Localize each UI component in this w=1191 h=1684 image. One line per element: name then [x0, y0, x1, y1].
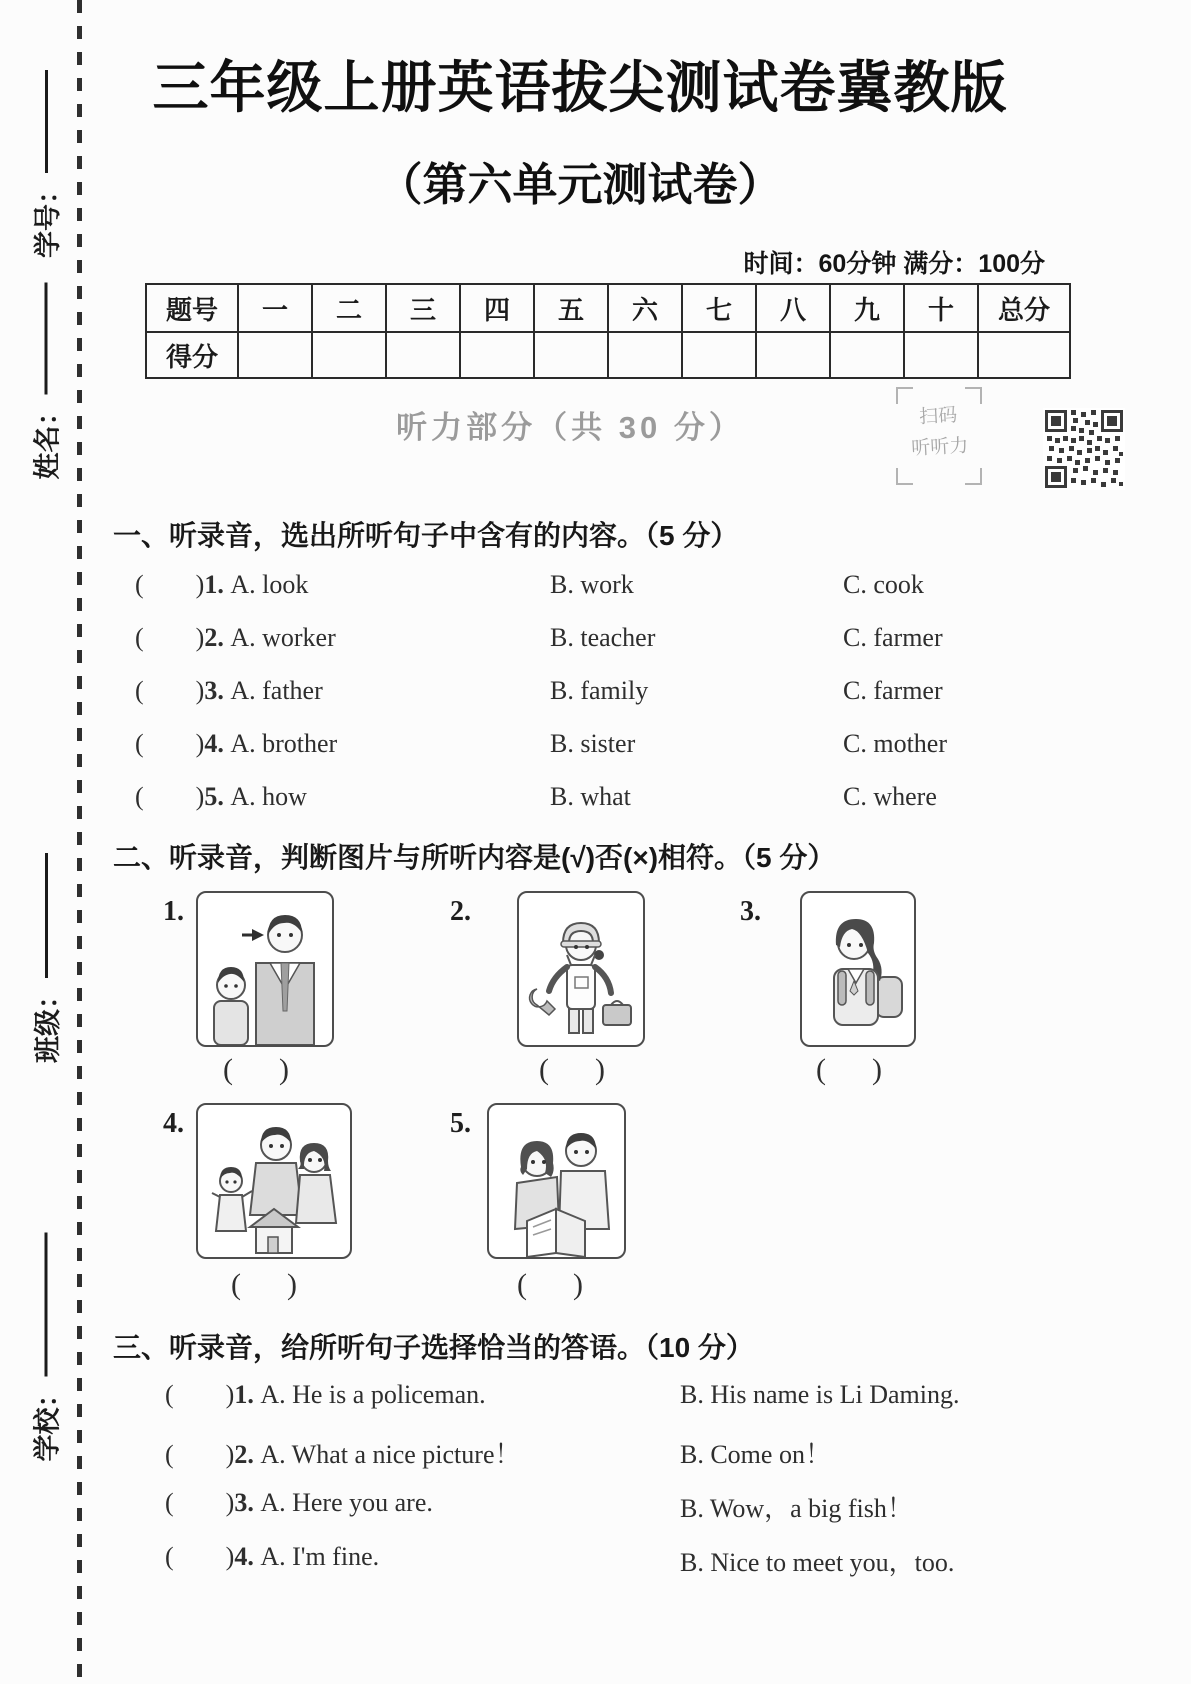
score-cell — [386, 332, 460, 378]
s1-item2-optB: B. teacher — [550, 623, 656, 652]
s1-item4-optC: C. mother — [843, 729, 947, 758]
s1-item4-optA: ( )4. A. brother — [135, 729, 338, 758]
score-header-cell: 二 — [312, 284, 386, 332]
score-table-header-row — [146, 284, 1070, 332]
score-cell — [608, 332, 682, 378]
s3-item3-optA: ( )3. A. Here you are. — [165, 1488, 433, 1517]
score-cell — [830, 332, 904, 378]
score-header-cell: 七 — [682, 284, 756, 332]
school-label: 学校： — [32, 1380, 62, 1462]
s2-item2-number: 2. — [450, 896, 471, 927]
s1-item2-optC: C. farmer — [843, 623, 943, 652]
score-cell — [756, 332, 830, 378]
score-table — [145, 283, 1071, 379]
corner-bracket-icon — [965, 468, 982, 485]
time-score-info: 时间：60分钟 满分：100分 — [743, 250, 1045, 278]
score-header-cell: 八 — [756, 284, 830, 332]
student-name-field — [25, 283, 65, 480]
s2-item1-number: 1. — [163, 896, 184, 927]
score-header-cell: 一 — [238, 284, 312, 332]
school-blank-line — [42, 1233, 47, 1377]
s2-item5-number: 5. — [450, 1108, 471, 1139]
score-header-cell: 题号 — [146, 284, 238, 332]
score-cell — [904, 332, 978, 378]
score-cell — [534, 332, 608, 378]
s3-item2-optA: ( )2. A. What a nice picture！ — [165, 1440, 521, 1469]
picture-father-and-son — [196, 891, 334, 1047]
page-subtitle: （第六单元测试卷） — [377, 159, 783, 210]
s1-item1-optC: C. cook — [843, 570, 924, 599]
student-id-blank-line — [43, 70, 48, 173]
section2-title: 二、听录音，判断图片与所听内容是(√)否(×)相符。（5 分） — [113, 842, 836, 873]
student-name-label: 姓名： — [32, 398, 62, 480]
section3-title: 三、听录音，给所听句子选择恰当的答语。（10 分） — [113, 1332, 754, 1363]
s1-item4-optB: B. sister — [550, 729, 636, 758]
score-cell — [312, 332, 386, 378]
s3-item4-optA: ( )4. A. I'm fine. — [165, 1542, 380, 1571]
class-label: 班级： — [32, 982, 63, 1063]
class-field — [25, 853, 65, 1063]
score-header-cell: 五 — [534, 284, 608, 332]
student-id-label: 学号： — [32, 177, 63, 258]
score-header-cell: 总分 — [978, 284, 1070, 332]
s3-item3-optB: B. Wow，a big fish！ — [680, 1494, 913, 1523]
scan-to-listen-box — [896, 387, 982, 485]
s3-item1-optA: ( )1. A. He is a policeman. — [165, 1380, 486, 1409]
s1-item5-optA: ( )5. A. how — [135, 782, 307, 811]
score-row-label: 得分 — [146, 332, 238, 378]
school-field — [25, 1233, 65, 1462]
score-cell — [238, 332, 312, 378]
s1-item3-optC: C. farmer — [843, 676, 943, 705]
section1-title: 一、听录音，选出所听句子中含有的内容。（5 分） — [113, 520, 739, 551]
score-header-cell: 十 — [904, 284, 978, 332]
s3-item1-optB: B. His name is Li Daming. — [680, 1380, 960, 1409]
s1-item2-optA: ( )2. A. worker — [135, 623, 336, 652]
s1-item5-optC: C. where — [843, 782, 937, 811]
s1-item3-optB: B. family — [550, 676, 649, 705]
score-cell — [682, 332, 756, 378]
class-blank-line — [43, 853, 48, 978]
s2-item2-answer-bracket: ( ) — [539, 1053, 605, 1086]
student-name-blank-line — [42, 283, 47, 395]
s2-item1-answer-bracket: ( ) — [223, 1053, 289, 1086]
s2-item4-answer-bracket: ( ) — [231, 1268, 297, 1301]
page-title: 三年级上册英语拔尖测试卷冀教版 — [152, 56, 1008, 119]
score-header-cell: 三 — [386, 284, 460, 332]
s2-item4-number: 4. — [163, 1108, 184, 1139]
score-header-cell: 九 — [830, 284, 904, 332]
s2-item3-number: 3. — [740, 896, 761, 927]
score-header-cell: 六 — [608, 284, 682, 332]
s3-item2-optB: B. Come on！ — [680, 1440, 831, 1469]
listening-part-header: 听力部分（共 30 分） — [396, 410, 744, 445]
scan-label-line1: 扫码 — [918, 405, 958, 429]
s1-item1-optA: ( )1. A. look — [135, 570, 309, 599]
scan-label-line2: 听听力 — [910, 435, 969, 460]
s2-item3-answer-bracket: ( ) — [816, 1053, 882, 1086]
s2-item5-answer-bracket: ( ) — [517, 1268, 583, 1301]
picture-couple-reading — [487, 1103, 626, 1259]
score-cell — [978, 332, 1070, 378]
qr-code-icon — [1043, 408, 1125, 490]
corner-bracket-icon — [896, 468, 913, 485]
score-table-score-row — [146, 332, 1070, 378]
score-header-cell: 四 — [460, 284, 534, 332]
picture-girl-worker — [517, 891, 645, 1047]
score-cell — [460, 332, 534, 378]
s3-item4-optB: B. Nice to meet you，too. — [680, 1548, 955, 1577]
student-id-field — [25, 70, 65, 258]
s1-item3-optA: ( )3. A. father — [135, 676, 323, 705]
s1-item1-optB: B. work — [550, 570, 634, 599]
fold-dashed-line — [77, 0, 82, 1684]
picture-girl-with-backpack — [800, 891, 916, 1047]
picture-family-with-toy-house — [196, 1103, 352, 1259]
s1-item5-optB: B. what — [550, 782, 631, 811]
